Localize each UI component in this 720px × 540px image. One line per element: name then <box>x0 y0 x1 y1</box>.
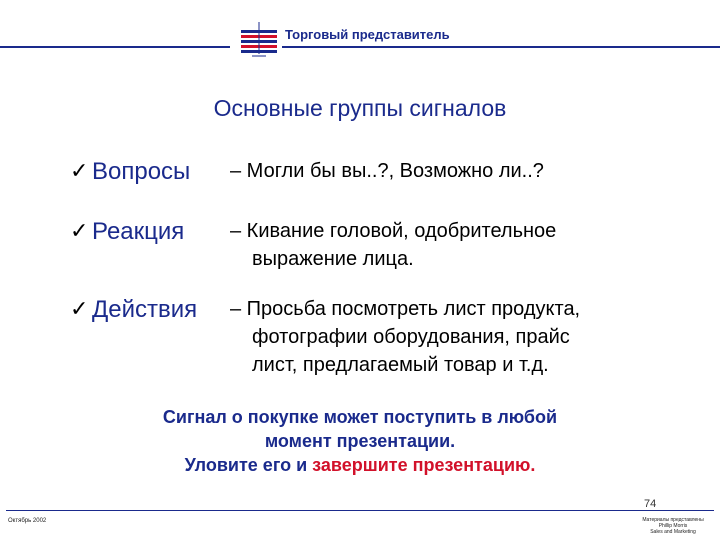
footer-rule <box>6 510 714 511</box>
closing-line-1: Сигнал о покупке может поступить в любой <box>162 407 558 427</box>
footer-date: Октябрь 2002 <box>8 518 47 524</box>
header-title: Торговый представитель <box>285 27 450 42</box>
closing-line-3 <box>0 453 720 477</box>
closing-line-3-start: Уловите его и <box>184 455 313 475</box>
description-line: – Просьба посмотреть лист продукта, <box>230 298 581 320</box>
closing-statement <box>0 405 720 477</box>
bullet-term: Вопросы <box>92 158 191 185</box>
footer-credits <box>630 517 716 535</box>
closing-line-2: момент презентации. <box>264 431 456 451</box>
description-line: – Могли бы вы..?, Возможно ли..? <box>230 160 544 182</box>
footer-credit-line: Phillip Morris <box>658 523 688 529</box>
checkmark-icon: ✓ <box>70 218 89 243</box>
bullet-term: Действия <box>92 296 198 323</box>
header-rule-right <box>282 46 720 48</box>
footer-credit-line: Sales and Marketing <box>650 529 696 535</box>
checkmark-icon: ✓ <box>70 296 89 321</box>
description-line: лист, предлагаемый товар и т.д. <box>252 354 549 376</box>
bullet-description <box>230 295 580 379</box>
bullet-term: Реакция <box>92 218 185 245</box>
description-line: фотографии оборудования, прайс <box>252 326 570 348</box>
checkmark-icon: ✓ <box>70 158 89 183</box>
footer-credit-line: Материалы представлены <box>642 517 704 523</box>
slide-title: Основные группы сигналов <box>213 95 507 121</box>
description-line: – Кивание головой, одобрительное <box>230 220 557 242</box>
page-number: 74 <box>644 498 657 510</box>
closing-line-3-accent: завершите презентацию. <box>312 455 536 475</box>
company-logo-icon <box>238 20 280 60</box>
bullet-description <box>230 217 556 273</box>
bullet-description <box>230 157 544 185</box>
header-rule-left <box>0 46 230 48</box>
description-line: выражение лица. <box>252 248 414 270</box>
